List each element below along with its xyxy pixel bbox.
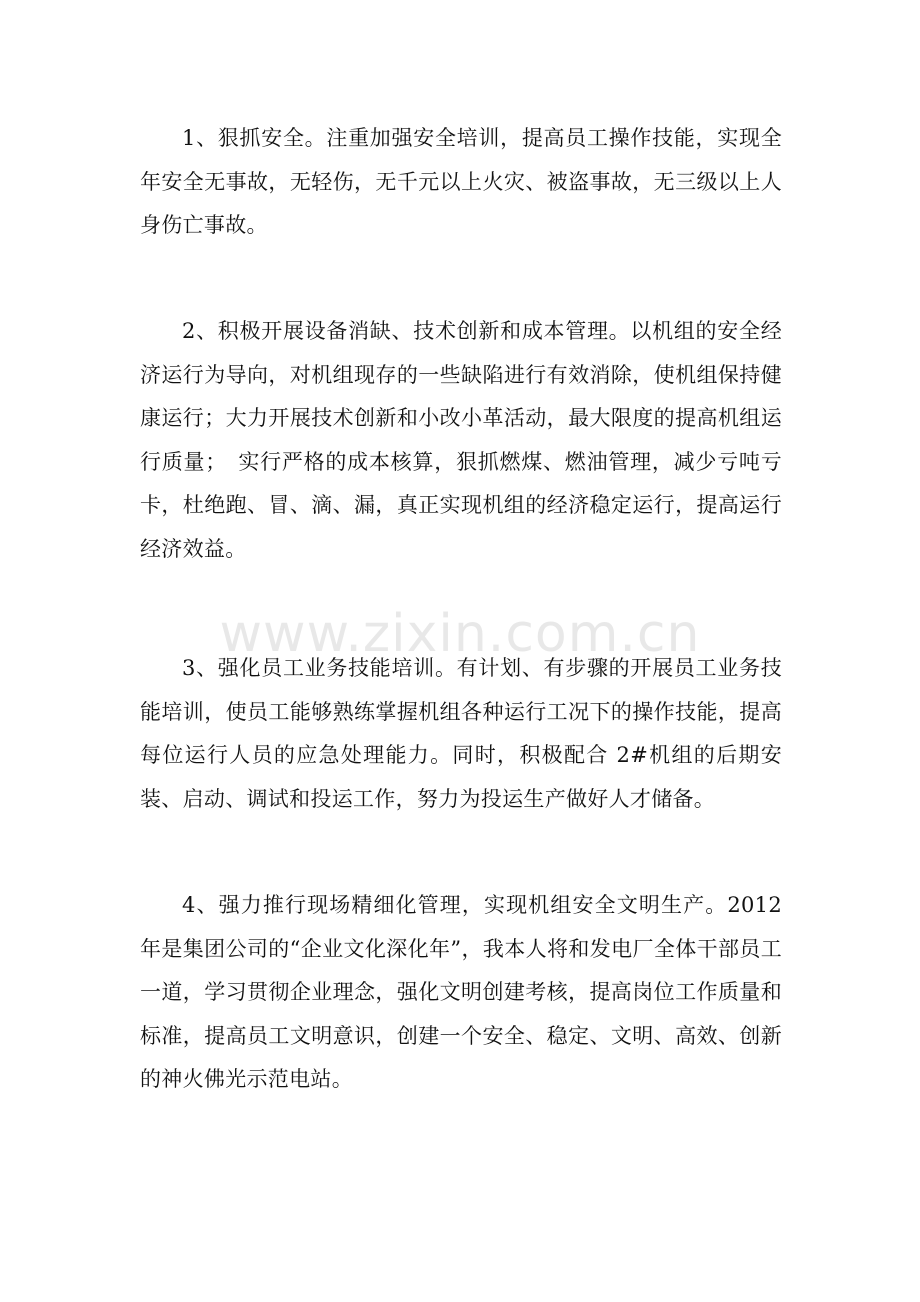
paragraph-onsite-management: 4、强力推行现场精细化管理，实现机组安全文明生产。2012 年是集团公司的“企业文化深化年”，我本人将和发电厂全体干部员工一道，学习贯彻企业理念，强化文明创建考核，提高岗位工作质量和标准，提高员工文明意识，创建一个安全、稳定、文明、高效、创新的神火佛光示范电站。 xyxy=(140,893,782,1091)
paragraph-staff-training: 3、强化员工业务技能培训。有计划、有步骤的开展员工业务技能培训，使员工能够熟练掌握机组各种运行工况下的操作技能，提高每位运行人员的应急处理能力。同时，积极配合 2#机组的后期安装、启动、调试和投运工作，努力为投运生产做好人才储备。 xyxy=(140,656,782,811)
watermark: www.zixin.com.cn xyxy=(219,604,701,664)
paragraph-equipment-management: 2、积极开展设备消缺、技术创新和成本管理。以机组的安全经济运行为导向，对机组现存的一些缺陷进行有效消除，使机组保持健康运行；大力开展技术创新和小改小革活动，最大限度的提高机组运行质量； 实行严格的成本核算，狠抓燃煤、燃油管理，减少亏吨亏卡，杜绝跑、冒、滴、漏，真正实现机组的经济稳定运行，提高运行经济效益。 xyxy=(140,319,782,561)
paragraph-safety: 1、狠抓安全。注重加强安全培训，提高员工操作技能，实现全年安全无事故，无轻伤，无千元以上火灾、被盗事故，无三级以上人身伤亡事故。 xyxy=(140,126,782,237)
